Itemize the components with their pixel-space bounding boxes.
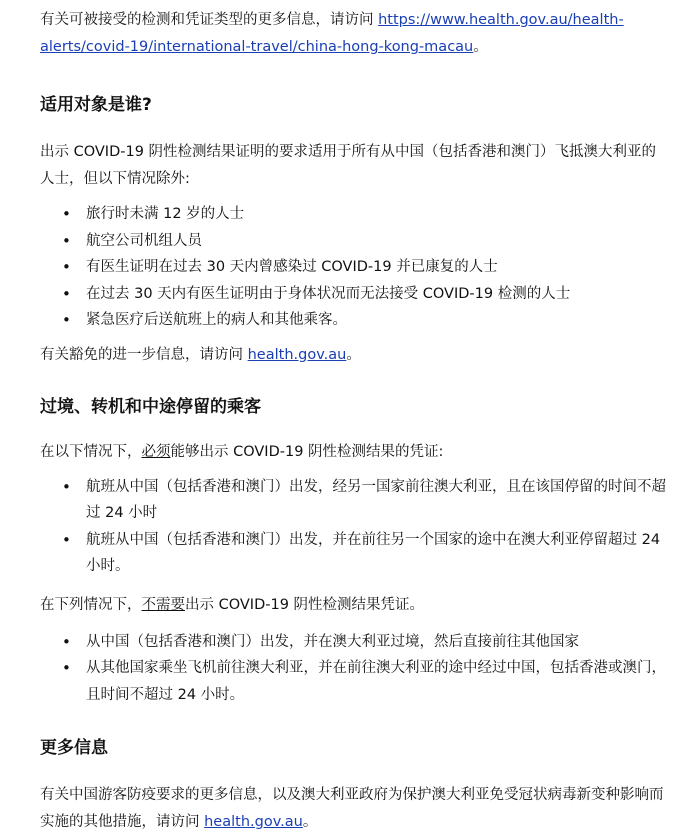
not-required-paragraph <box>40 592 669 619</box>
intro-paragraph <box>40 0 669 61</box>
exemption-text: 有关豁免的进一步信息，请访问 <box>40 346 248 363</box>
covid-travel-link-line1: https://www.health.gov.au/health- <box>378 12 624 28</box>
list-item: • 航空公司机组人员 <box>40 228 669 255</box>
list-item: • 航班从中国（包括香港和澳门）出发，经另一国家前往澳大利亚，且在该国停留的时间不超过 24 小时 <box>40 474 669 527</box>
exceptions-list <box>40 201 669 334</box>
transit-heading: 过境、转机和中途停留的乘客 <box>40 396 261 417</box>
who-heading: 适用对象是谁? <box>40 95 152 115</box>
must-paragraph <box>40 439 669 466</box>
more-info-link[interactable]: health.gov.au <box>204 814 303 830</box>
list-item: • 在过去 30 天内有医生证明由于身体状况而无法接受 COVID-19 检测的人士 <box>40 281 669 308</box>
exemption-paragraph <box>40 342 669 369</box>
more-info-end: 。 <box>302 814 318 830</box>
who-paragraph: 出示 COVID-19 阴性检测结果证明的要求适用于所有从中国（包括香港和澳门）飞抵澳大利亚的人士，但以下情况除外: <box>40 144 657 187</box>
not-post: 出示 COVID-19 阴性检测结果凭证。 <box>185 596 425 613</box>
list-item: • 紧急医疗后送航班上的病人和其他乘客。 <box>40 307 669 334</box>
list-item: • 航班从中国（包括香港和澳门）出发，并在前往另一个国家的途中在澳大利亚停留超过 24 小时。 <box>40 527 669 580</box>
more-info-heading: 更多信息 <box>40 738 108 758</box>
covid-travel-link-line2: alerts/covid-19/international-travel/china-hong-kong-macau <box>40 39 474 55</box>
not-pre: 在下列情况下， <box>40 596 142 613</box>
exemption-link[interactable]: health.gov.au <box>247 346 347 363</box>
not-required-list <box>40 629 669 709</box>
list-item: • 有医生证明在过去 30 天内曾感染过 COVID-19 并已康复的人士 <box>40 254 669 281</box>
intro-end: 。 <box>473 39 488 55</box>
must-post: 能够出示 COVID-19 阴性检测结果的凭证: <box>170 443 444 460</box>
must-emphasis: 必须 <box>141 443 171 460</box>
must-pre: 在以下情况下， <box>40 443 142 460</box>
list-item: • 旅行时未满 12 岁的人士 <box>40 201 669 228</box>
exemption-end: 。 <box>346 346 361 363</box>
intro-text: 有关可被接受的检测和凭证类型的更多信息，请访问 <box>40 12 379 28</box>
not-emphasis: 不需要 <box>141 596 185 613</box>
more-info-text: 有关中国游客防疫要求的更多信息，以及澳大利亚政府为保护澳大利亚免受冠状病毒新变种影响而实施的其他措施，请访问 <box>40 787 664 830</box>
list-item: • 从其他国家乘坐飞机前往澳大利亚，并在前往澳大利亚的途中经过中国，包括香港或澳门，且时间不超过 24 小时。 <box>40 655 669 708</box>
must-list <box>40 474 669 580</box>
more-info-paragraph <box>40 782 669 836</box>
list-item: • 从中国（包括香港和澳门）出发，并在澳大利亚过境，然后直接前往其他国家 <box>40 629 669 656</box>
